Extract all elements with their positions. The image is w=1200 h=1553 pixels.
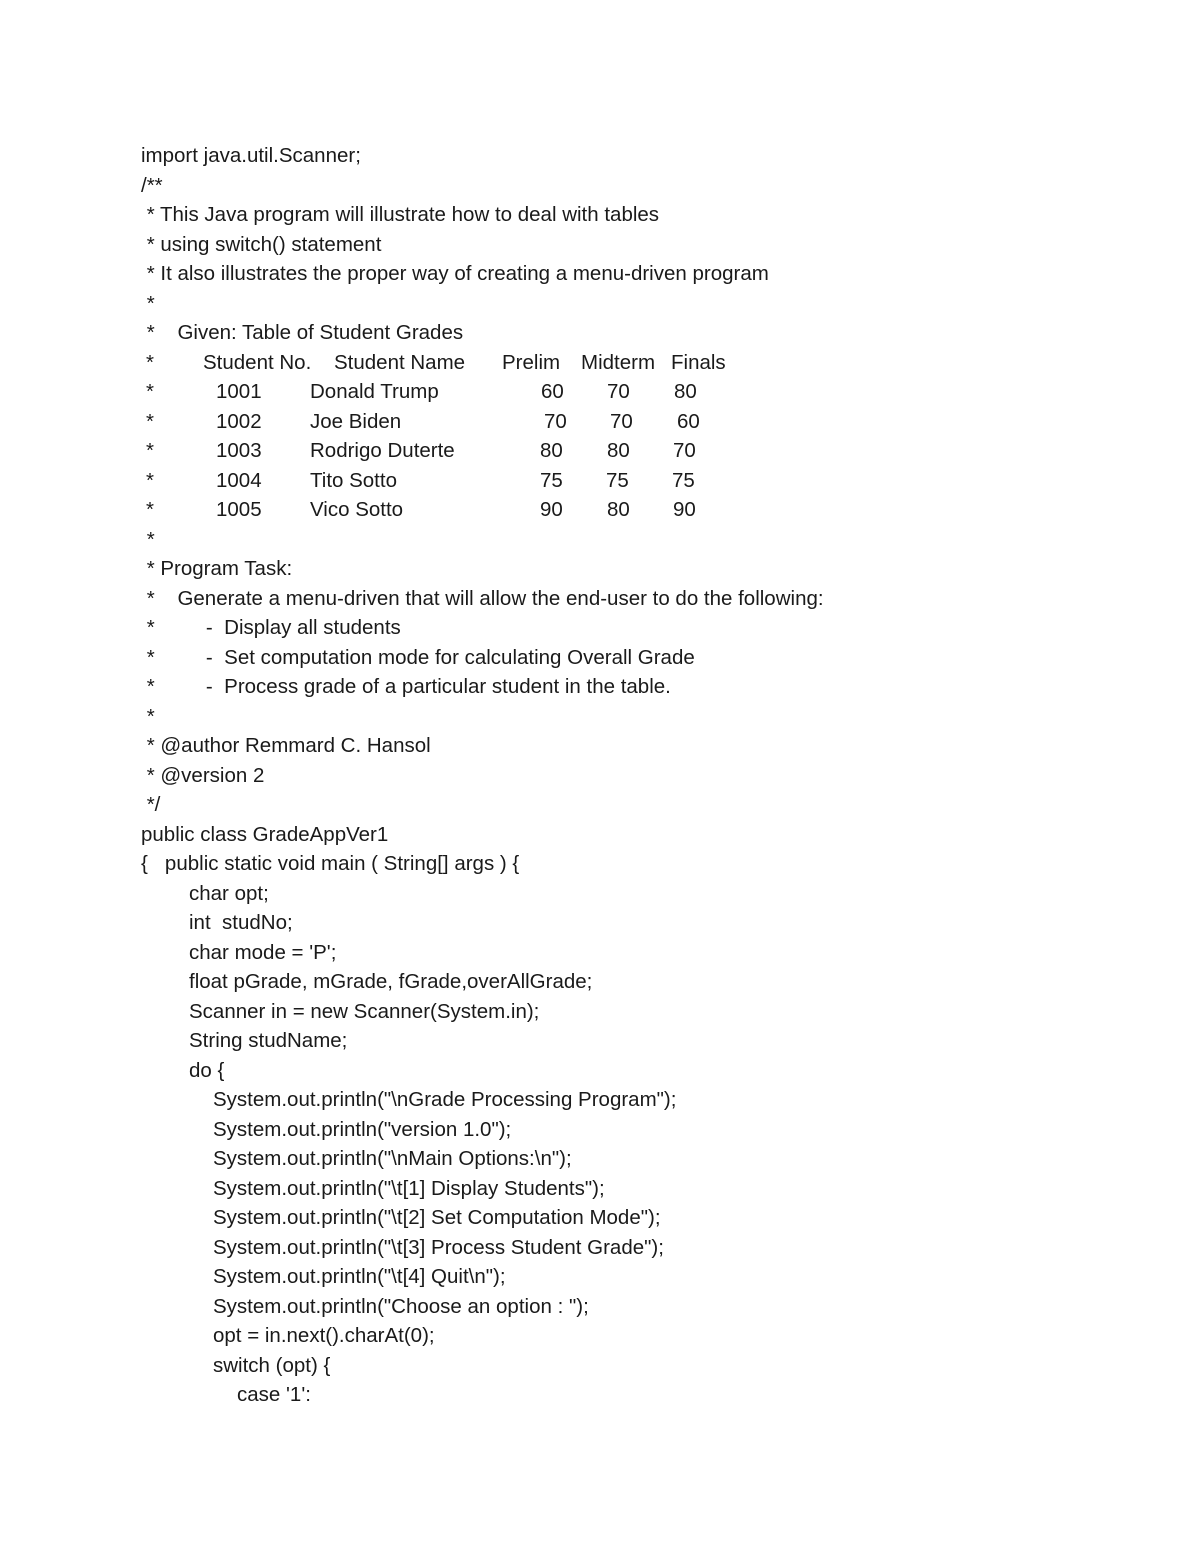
code-line: { public static void main ( String[] args ) { [141,852,520,875]
grades-table-header [141,348,1141,378]
code-line: System.out.println("\nGrade Processing Program"); [213,1088,677,1111]
finals-grade: 70 [673,439,696,462]
finals-grade: 60 [677,409,700,433]
midterm-grade: 70 [607,380,630,403]
header-student-name: Student Name [334,350,466,374]
prelim-grade: 80 [540,439,563,462]
code-line: * using switch() statement [141,232,382,256]
midterm-grade: 80 [607,439,630,462]
code-line: * It also illustrates the proper way of creating a menu-driven program [141,262,769,285]
finals-grade: 90 [673,498,696,521]
code-line: * - Set computation mode for calculating Overall Grade [141,645,695,669]
code-line: * Generate a menu-driven that will allow the end-user to do the following: [141,586,824,610]
code-line: char mode = 'P'; [189,940,337,964]
header-prelim: Prelim [502,350,561,374]
code-line: * - Display all students [141,616,401,639]
comment-star: * [146,350,154,374]
student-no: 1004 [216,468,262,492]
code-line: * Program Task: [141,557,293,580]
header-finals: Finals [671,350,726,374]
grades-table-row [141,495,1141,525]
code-line: * @author Remmard C. Hansol [141,734,431,757]
prelim-grade: 60 [541,380,564,403]
code-line: int studNo; [189,911,293,934]
prelim-grade: 90 [540,498,563,521]
code-line: System.out.println("\nMain Options:\n"); [213,1147,572,1170]
student-no: 1005 [216,498,262,521]
grades-table-row [141,466,1141,496]
grades-table-row [141,377,1141,407]
code-line: char opt; [189,881,269,905]
student-no: 1003 [216,439,262,462]
code-line: /** [141,173,163,197]
header-midterm: Midterm [581,350,656,374]
code-line: System.out.println("version 1.0"); [213,1117,512,1141]
code-line: * Given: Table of Student Grades [141,321,464,344]
midterm-grade: 80 [607,498,630,521]
code-line: System.out.println("\t[2] Set Computation Mode"); [213,1206,661,1229]
code-line: Scanner in = new Scanner(System.in); [189,999,540,1023]
code-line: * [141,527,155,551]
grades-table-row [141,407,1141,437]
midterm-grade: 75 [606,468,629,492]
comment-star: * [146,409,154,433]
code-line: System.out.println("Choose an option : "); [213,1294,589,1318]
student-name: Vico Sotto [310,498,404,521]
comment-star: * [146,439,154,462]
code-line: do { [189,1058,225,1082]
code-line: * This Java program will illustrate how to deal with tables [141,203,660,226]
code-line: * - Process grade of a particular student in the table. [141,675,671,698]
header-student-no: Student No. [203,350,312,374]
code-line: float pGrade, mGrade, fGrade,overAllGrade; [189,970,593,993]
code-line: String studName; [189,1029,348,1052]
student-no: 1002 [216,409,262,433]
code-line: * [141,291,155,315]
student-name: Donald Trump [310,380,439,403]
comment-star: * [146,468,154,492]
code-line: * [141,704,155,728]
prelim-grade: 75 [540,468,563,492]
code-line: public class GradeAppVer1 [141,822,389,846]
student-no: 1001 [216,380,262,403]
code-line: case '1': [237,1383,311,1406]
code-line: import java.util.Scanner; [141,144,361,167]
prelim-grade: 70 [544,409,567,433]
finals-grade: 80 [674,380,697,403]
code-line: * @version 2 [141,763,265,787]
code-line: opt = in.next().charAt(0); [213,1324,435,1347]
grades-table-row [141,436,1141,466]
code-line: */ [141,793,161,816]
java-source-code [141,141,1141,1410]
comment-star: * [146,498,154,521]
student-name: Tito Sotto [310,468,397,492]
code-line: switch (opt) { [213,1353,331,1377]
code-line: System.out.println("\t[4] Quit\n"); [213,1265,506,1288]
comment-star: * [146,380,154,403]
student-name: Joe Biden [310,409,402,433]
student-name: Rodrigo Duterte [310,439,455,462]
midterm-grade: 70 [610,409,633,433]
finals-grade: 75 [672,468,695,492]
code-line: System.out.println("\t[1] Display Students"); [213,1176,605,1200]
code-line: System.out.println("\t[3] Process Student Grade"); [213,1235,664,1259]
